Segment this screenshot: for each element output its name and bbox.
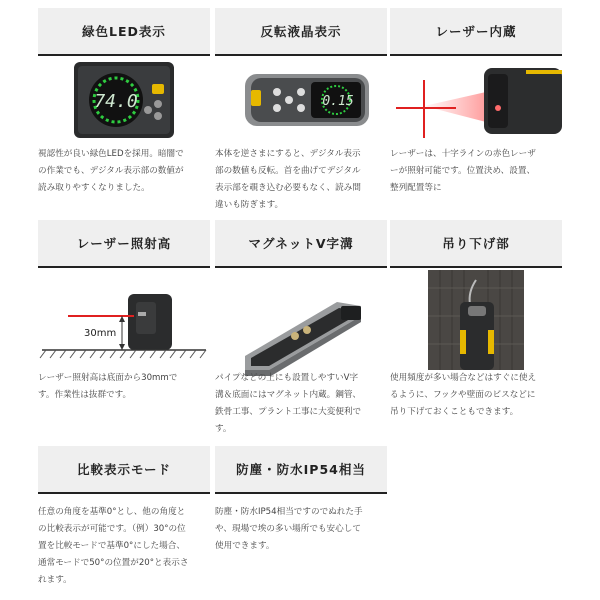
feature-description (38, 370, 210, 404)
desc-line: 本体を逆さまにすると、デジタル表示 (215, 149, 361, 159)
feature-green-led (38, 8, 210, 193)
desc-line: 整列配置等に (390, 183, 442, 193)
desc-line: 置を比較モードで基準0°にした場合、 (38, 541, 185, 551)
feature-title: レーザー照射高 (38, 220, 210, 268)
desc-line: レーザーは、十字ラインの赤色レーザ (390, 149, 536, 159)
laser-cross-image (390, 60, 562, 140)
feature-title: マグネットV字溝 (215, 220, 387, 268)
desc-line: す。作業性は抜群です。 (38, 390, 132, 400)
magnet-v-groove-image (215, 286, 387, 382)
desc-line: す。 (215, 424, 232, 434)
feature-description (390, 370, 562, 421)
desc-line: 任意の角度を基準0°とし、他の角度と (38, 507, 186, 517)
desc-line: 使用できます。 (215, 541, 275, 551)
hanging-part-image (390, 270, 562, 370)
height-label: 30mm (84, 328, 117, 339)
desc-line: 使用頻度が多い場合などはすぐに使え (390, 373, 537, 383)
desc-line: 違いも防ぎます。 (215, 200, 284, 210)
desc-line: 表示部を覗き込む必要もなく、読み間 (215, 183, 361, 193)
desc-line: 吊り下げておくこともできます。 (390, 407, 519, 417)
feature-description (390, 146, 562, 197)
desc-line: るように、フックや壁面のビスなどに (390, 390, 536, 400)
feature-hanging-part (390, 220, 562, 417)
feature-title: 防塵・防水IP54相当 (215, 446, 387, 494)
desc-line: パイプなどの上にも設置しやすいV字 (215, 373, 359, 383)
desc-line: 視認性が良い緑色LEDを採用。暗闇で (38, 149, 184, 159)
desc-line: 通常モードで50°の位置が20°と表示さ (38, 558, 189, 568)
feature-description (215, 370, 387, 438)
feature-dust-water-ip54 (215, 446, 387, 551)
feature-title: 緑色LED表示 (38, 8, 210, 56)
desc-line: の比較表示が可能です。（例）30°の位 (38, 524, 186, 534)
laser-height-image (38, 286, 210, 382)
desc-line: 鉄骨工事、プラント工事に大変便利で (215, 407, 362, 417)
desc-line: レーザー照射高は底面から30mmで (38, 373, 178, 383)
feature-title: 反転液晶表示 (215, 8, 387, 56)
reverse-lcd-image (215, 60, 387, 140)
desc-line: 読み取りやすくなりました。 (38, 183, 150, 193)
feature-title: レーザー内蔵 (390, 8, 562, 56)
feature-laser-builtin (390, 8, 562, 193)
desc-line: ーが照射可能です。位置決め、設置、 (390, 166, 536, 176)
feature-title: 比較表示モード (38, 446, 210, 494)
feature-title: 吊り下げ部 (390, 220, 562, 268)
desc-line: 溝＆底面にはマグネット内蔵。鋼管、 (215, 390, 362, 400)
feature-description (215, 146, 387, 214)
green-led-display-image (38, 60, 210, 140)
feature-description (38, 504, 210, 589)
desc-line: れます。 (38, 575, 72, 585)
desc-line: 防塵・防水IP54相当ですのでぬれた手 (215, 507, 363, 517)
feature-laser-height (38, 220, 210, 400)
lcd-readout: 0.15 (322, 94, 354, 109)
feature-description (38, 146, 210, 197)
feature-description (215, 504, 387, 555)
desc-line: の作業でも、デジタル表示部の数値が (38, 166, 184, 176)
desc-line: 部の数値も反転。首を曲げてデジタル (215, 166, 361, 176)
feature-comparison-mode (38, 446, 210, 585)
feature-reverse-lcd (215, 8, 387, 210)
led-readout: 74.0 (94, 91, 138, 112)
desc-line: や、現場で埃の多い場所でも安心して (215, 524, 361, 534)
feature-magnet-v-groove (215, 220, 387, 434)
